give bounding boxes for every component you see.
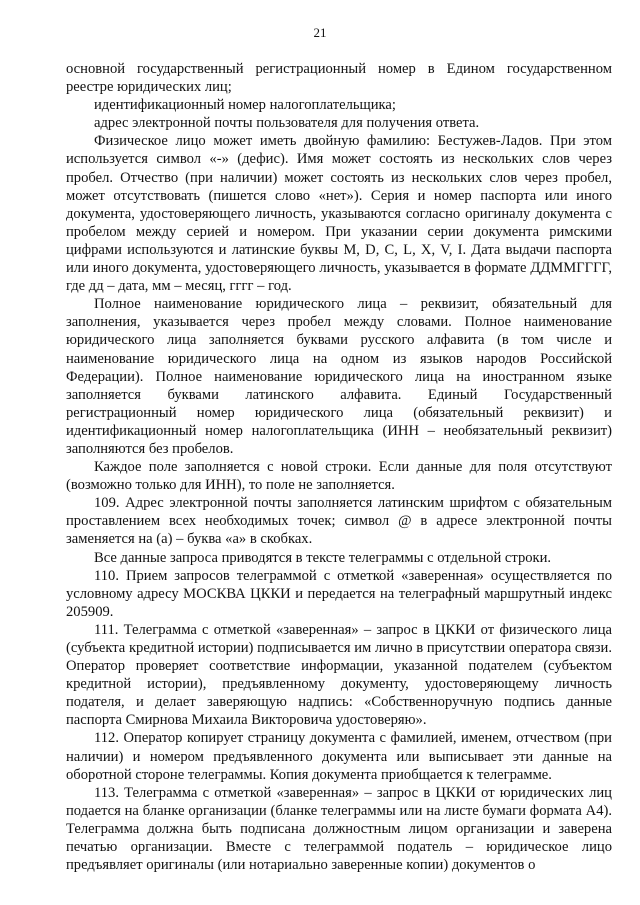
paragraph-item-109: 109. Адрес электронной почты заполняется латинским шрифтом с обязательным проставлением всех необходимых точек; символ @ в адресе электронной почты заменяется на (а) – буква «а» в скобках. [66, 495, 612, 548]
paragraph-individual-name-rules: Физическое лицо может иметь двойную фамилию: Бестужев-Ладов. При этом используется символ «-» (дефис). Имя может состоять из нескольких слов через пробел. Отчество (при наличии) может состоять из нескольких слов через пробел, может отсутствовать (пишется слово «нет»). Серия и номер паспорта или иного документа, удостоверяющего личность, указываются согласно оригиналу документа с пробелом между серией и номером. При указании серии документа римскими цифрами используются и латинские буквы M, D, C, L, X, V, I. Дата выдачи паспорта или иного документа, удостоверяющего личность, указывается в формате ДДММГГГГ, где дд – дата, мм – месяц, гггг – год. [66, 133, 612, 295]
paragraph-ogrn-continuation: основной государственный регистрационный номер в Едином государственном реестре юридических лиц; [66, 61, 612, 96]
paragraph-all-data-new-line: Все данные запроса приводятся в тексте телеграммы с отдельной строки. [94, 549, 552, 566]
paragraph-item-112: 112. Оператор копирует страницу документа с фамилией, именем, отчеством (при наличии) и номером предъявленного документа или выписывает эти данные на оборотной стороне телеграммы. Копия документа приобщается к телеграмме. [66, 730, 612, 783]
paragraph-item-111: 111. Телеграмма с отметкой «заверенная» – запрос в ЦККИ от физического лица (субъекта кредитной истории) подписывается им лично в присутствии оператора связи. Оператор проверяет соответствие информации, указанной подателем (субъектом кредитной истории), предъявленному документу, удостоверяющему личность подателя, и делает заверяющую надпись: «Собственноручную подпись данные паспорта Смирнова Михаила Викторовича удостоверяю». [66, 621, 612, 729]
paragraph-inn-item: идентификационный номер налогоплательщика; [94, 97, 396, 114]
paragraph-legal-entity-name-rules: Полное наименование юридического лица – реквизит, обязательный для заполнения, указывается через пробел между словами. Полное наименование юридического лица заполняется буквами русского алфавита (в том числе и наименование юридического лица на одном из языков народов Российской Федерации). Полное наименование юридического лица на иностранном языке заполняется буквами латинского алфавита. Единый Государственный регистрационный номер юридического лица (обязательный реквизит) и идентификационный номер налогоплательщика (ИНН – необязательный реквизит) заполняются без пробелов. [66, 296, 612, 457]
paragraph-item-110: 110. Прием запросов телеграммой с отметкой «заверенная» осуществляется по условному адресу МОСКВА ЦККИ и передается на телеграфный маршрутный индекс 205909. [66, 567, 612, 620]
page-number: 21 [313, 25, 327, 40]
paragraph-each-field-new-line: Каждое поле заполняется с новой строки. Если данные для поля отсутствуют (возможно только для ИНН), то поле не заполняется. [66, 459, 612, 494]
document-body [66, 60, 612, 874]
paragraph-item-113: 113. Телеграмма с отметкой «заверенная» – запрос в ЦККИ от юридических лиц подается на бланке организации (бланке телеграммы или на листе бумаги формата А4). Телеграмма должна быть подписана должностным лицом организации и заверена печатью организации. Вместе с телеграммой податель – юридическое лицо предъявляет оригиналы (или нотариально заверенные копии) документов о [66, 784, 612, 874]
paragraph-email-item: адрес электронной почты пользователя для получения ответа. [94, 115, 480, 132]
